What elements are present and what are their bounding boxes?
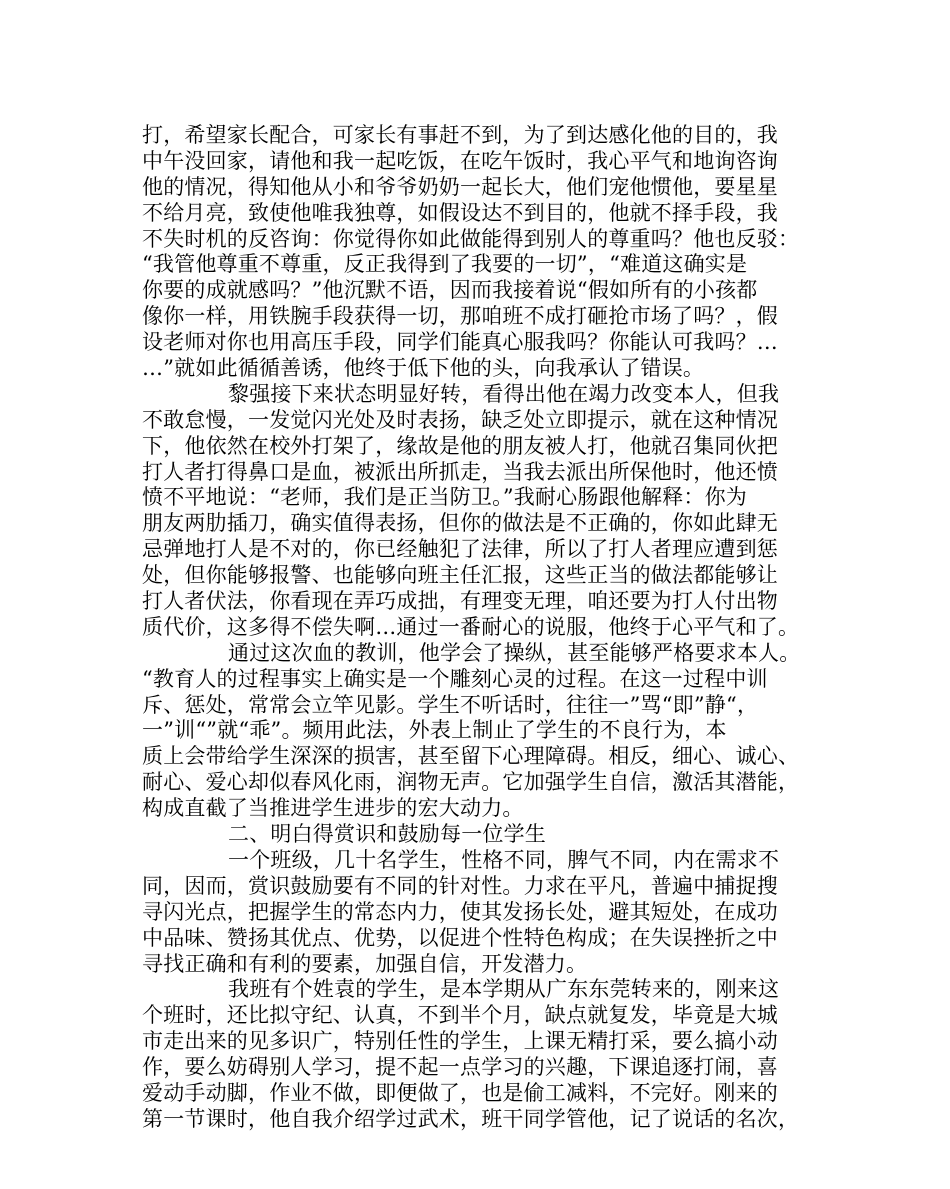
text-line: 忌弹地打人是不对的，你已经触犯了法律，所以了打人者理应遭到惩: [142, 537, 778, 562]
text-line: 不敢怠慢，一发觉闪光处及时表扬，缺乏处立即提示，就在这种情况: [142, 407, 778, 432]
text-line: “教育人的过程事实上确实是一个雕刻心灵的过程。在这一过程中训: [142, 666, 768, 691]
text-line: 质上会带给学生深深的损害，甚至留下心理障碍。相反，细心、诚心、: [142, 744, 800, 769]
text-line: 中品味、赞扬其优点、优势，以促进个性特色构成；在失误挫折之中: [142, 925, 778, 950]
text-line: 寻找正确和有利的要素，加强自信，开发潜力。: [142, 951, 588, 976]
text-line: 中午没回家，请他和我一起吃饭，在吃午饭时，我心平气和地询咨询: [142, 148, 778, 173]
text-line: 斥、惩处，常常会立竿见影。学生不听话时，往往一”骂“即”静“，: [142, 692, 759, 717]
text-line: 第一节课时，他自我介绍学过武术，班干同学管他，记了说话的名次，: [142, 1106, 800, 1131]
text-line: 个班时，还比拟守纪、认真，不到半个月，缺点就复发，毕竟是大城: [142, 1003, 778, 1028]
text-line: …”就如此循循善诱，他终于低下他的头，向我承认了错误。: [142, 356, 705, 381]
text-line: 通过这次血的教训，他学会了操纵，甚至能够严格要求本人。: [228, 640, 801, 665]
text-line: 一”训“”就“乖”。频用此法，外表上制止了学生的不良行为，本: [142, 718, 727, 743]
text-line: 朋友两肋插刀，确实值得表扬，但你的做法是不正确的，你如此肆无: [142, 511, 778, 536]
text-line: 一个班级，几十名学生，性格不同，脾气不同，内在需求不: [228, 847, 780, 872]
text-line: “我管他尊重不尊重，反正我得到了我要的一切”，“难道这确实是: [142, 252, 748, 277]
text-line: 设老师对你也用高压手段，同学们能真心服我吗？你能认可我吗？…: [142, 330, 778, 355]
text-line: 像你一样，用铁腕手段获得一切，那咱班不成打砸抢市场了吗？，假: [142, 304, 778, 329]
document-body: [142, 123, 826, 1133]
section-heading: 二、明白得赏识和鼓励每一位学生: [228, 822, 546, 847]
text-line: 同，因而，赏识鼓励要有不同的针对性。力求在平凡，普遍中捕捉搜: [142, 873, 778, 898]
text-line: 耐心、爱心却似春风化雨，润物无声。它加强学生自信，激活其潜能，: [142, 770, 800, 795]
text-line: 构成直截了当推进学生进步的宏大动力。: [142, 796, 524, 821]
text-line: 打人者打得鼻口是血，被派出所抓走，当我去派出所保他时，他还愤: [142, 459, 778, 484]
text-line: 愤不平地说：“老师，我们是正当防卫。”我耐心肠跟他解释：你为: [142, 485, 747, 510]
text-line: 市走出来的见多识广，特别任性的学生，上课无精打采，要么搞小动: [142, 1029, 778, 1054]
text-line: 他的情况，得知他从小和爷爷奶奶一起长大，他们宠他惯他，要星星: [142, 174, 778, 199]
text-line: 处，但你能够报警、也能够向班主任汇报，这些正当的做法都能够让: [142, 563, 778, 588]
text-line: 打，希望家长配合，可家长有事赶不到，为了到达感化他的目的，我: [142, 123, 778, 147]
text-line: 寻闪光点，把握学生的常态内力，使其发扬长处，避其短处，在成功: [142, 899, 778, 924]
text-line: 不给月亮，致使他唯我独尊，如假设达不到目的，他就不择手段，我: [142, 200, 778, 225]
text-line: 下，他依然在校外打架了，缘故是他的朋友被人打，他就召集同伙把: [142, 433, 778, 458]
text-line: 作，要么妨碍别人学习，提不起一点学习的兴趣，下课追逐打闹，喜: [142, 1055, 778, 1080]
text-line: 我班有个姓袁的学生，是本学期从广东东莞转来的，刚来这: [228, 977, 780, 1002]
text-line: 爱动手动脚，作业不做，即便做了，也是偷工减料，不完好。刚来的: [142, 1080, 778, 1105]
text-line: 你要的成就感吗？”他沉默不语，因而我接着说“假如所有的小孩都: [142, 278, 758, 303]
text-line: 打人者伏法，你看现在弄巧成拙，有理变无理，咱还要为打人付出物: [142, 589, 778, 614]
text-line: 质代价，这多得不偿失啊…通过一番耐心的说服，他终于心平气和了。: [142, 614, 800, 639]
text-line: 黎强接下来状态明显好转，看得出他在竭力改变本人，但我: [228, 381, 780, 406]
text-line: 不失时机的反咨询：你觉得你如此做能得到别人的尊重吗？他也反驳：: [142, 226, 800, 251]
